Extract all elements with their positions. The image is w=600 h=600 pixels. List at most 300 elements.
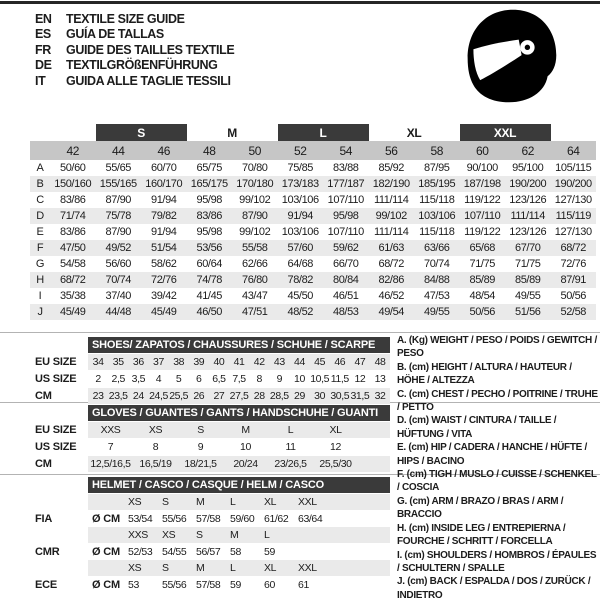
value-cell: 8 (256, 373, 262, 385)
measurement-cell: 46/50 (196, 306, 223, 318)
measurement-cell: 48/53 (332, 306, 359, 318)
language-title: TEXTILGRÖßENFÜHRUNG (66, 58, 218, 73)
helmet-size-cell: S (162, 562, 169, 574)
value-cell: 30 (314, 390, 326, 402)
measurement-cell: 85/89 (514, 274, 541, 286)
helmet-sizes (88, 494, 390, 510)
spacer-cell (30, 141, 50, 160)
helmet-value-cell: 59 (264, 546, 275, 558)
value-cell: 16,5/19 (139, 458, 172, 470)
measurement-cell: 182/190 (372, 178, 410, 190)
measurement-cell: 95/98 (196, 226, 223, 238)
measurement-cell: 177/187 (327, 178, 365, 190)
measurement-cell: 87/91 (560, 274, 587, 286)
language-list (35, 11, 234, 89)
measurement-cell: 49/52 (105, 242, 132, 254)
row-letter: E (36, 226, 44, 238)
measurement-cell: 54/58 (59, 258, 86, 270)
helmet-values (128, 544, 298, 560)
language-row (35, 73, 234, 89)
measurement-cell: 68/72 (59, 274, 86, 286)
measurement-cell: 185/195 (418, 178, 456, 190)
measurement-cell: 70/74 (105, 274, 132, 286)
diameter-unit-label: Ø CM (92, 546, 120, 558)
value-cell: 5 (175, 373, 182, 385)
measurement-row (30, 272, 596, 288)
measurement-cell: 85/92 (378, 162, 405, 174)
helmet-value-cell: 56/57 (196, 546, 221, 558)
value-cell: 32 (374, 390, 386, 402)
legend-item: D. (cm) WAIST / CINTURA / TAILLE / HÜFTUNG / VITA (397, 415, 557, 440)
helmet-size-cell: M (230, 529, 239, 541)
measurement-cell: 75/78 (105, 210, 132, 222)
measurement-cell: 68/72 (378, 258, 405, 270)
row-values (88, 422, 390, 438)
measurement-cell: 65/75 (196, 162, 223, 174)
measurement-cell: 76/80 (241, 274, 268, 286)
measurement-cell: 83/86 (196, 210, 223, 222)
row-label: US SIZE (35, 373, 77, 385)
measurement-row (30, 224, 596, 240)
helmet-size-cell: M (196, 496, 205, 508)
helmet-value-cell: 59/60 (230, 513, 255, 525)
row-letter: G (35, 258, 45, 270)
measurement-cell: 45/50 (287, 290, 314, 302)
language-row (35, 11, 234, 27)
language-title: GUIDE DES TAILLES TEXTILE (66, 42, 235, 57)
measurement-cell: 72/76 (150, 274, 177, 286)
row-letter: A (36, 162, 44, 174)
helmet-value-cell: 57/58 (196, 513, 221, 525)
row-values (88, 388, 390, 404)
measurement-cell: 99/102 (239, 194, 271, 206)
measurement-cell: 103/106 (418, 210, 456, 222)
measurement-row (30, 240, 596, 256)
helmet-size-cell: S (196, 529, 203, 541)
measurement-cell: 91/94 (150, 226, 177, 238)
language-row (35, 58, 234, 74)
language-title: GUÍA DE TALLAS (66, 27, 164, 42)
measurement-cell: 41/45 (196, 290, 223, 302)
value-cell: 12 (330, 441, 341, 453)
value-cell: 26 (193, 390, 205, 402)
value-cell: 12 (354, 373, 366, 385)
measurement-cell: 46/52 (378, 290, 405, 302)
language-code: DE (35, 58, 52, 73)
size-number-cell: 58 (430, 143, 444, 158)
measurement-cell: 50/60 (59, 162, 86, 174)
measurement-cell: 47/51 (241, 306, 268, 318)
helmet-size-cell: S (162, 496, 169, 508)
value-cell: 6,5 (212, 373, 226, 385)
row-letter: H (36, 274, 44, 286)
helmet-sizes (88, 560, 390, 576)
value-cell: 9 (197, 441, 204, 453)
measurement-cell: 173/183 (281, 178, 319, 190)
size-number-cell: 56 (384, 143, 398, 158)
value-cell: 11 (285, 441, 296, 453)
row-letter: D (36, 210, 44, 222)
value-cell: 7 (107, 441, 114, 453)
language-title: TEXTILE SIZE GUIDE (66, 11, 185, 26)
measurement-cell: 68/72 (560, 242, 587, 254)
helmet-size-cell: XL (264, 562, 277, 574)
measurement-cell: 87/90 (105, 226, 132, 238)
value-cell: 45 (314, 356, 326, 368)
standard-label: FIA (35, 513, 53, 525)
value-cell: 9 (276, 373, 283, 385)
shoes-title-bar: SHOES/ ZAPATOS / CHAUSSURES / SCHUHE / SCARPE (88, 337, 390, 353)
measurement-cell: 60/70 (150, 162, 177, 174)
legend-item: I. (cm) SHOULDERS / HOMBROS / ÉPAULES / SCHULTERN / SPALLE (397, 549, 597, 574)
measurement-cell: 107/110 (464, 210, 501, 222)
language-row (35, 42, 234, 58)
measurement-row (30, 288, 596, 304)
measurement-cell: 165/175 (190, 178, 228, 190)
measurement-cell: 75/85 (287, 162, 314, 174)
measurement-cell: 46/51 (332, 290, 359, 302)
row-letter: J (37, 306, 43, 318)
measurement-cell: 160/170 (145, 178, 183, 190)
measurement-cell: 63/66 (423, 242, 450, 254)
helmet-size-cell: L (230, 496, 236, 508)
size-number-cell: 42 (66, 143, 80, 158)
measurement-cell: 59/62 (332, 242, 359, 254)
row-values (88, 354, 390, 370)
value-cell: 40 (213, 356, 225, 368)
size-group-row (30, 124, 596, 141)
helmet-value-cell: 55/56 (162, 579, 187, 591)
value-cell: 13 (374, 373, 386, 385)
value-cell: 29 (294, 390, 305, 402)
row-values (88, 456, 390, 472)
measurement-cell: 66/70 (332, 258, 359, 270)
measurement-cell: 190/200 (554, 178, 592, 190)
measurement-cell: 72/76 (560, 258, 587, 270)
measurement-row (30, 208, 596, 224)
size-number-cell: 60 (475, 143, 489, 158)
measurement-cell: 123/126 (509, 194, 547, 206)
value-cell: 27,5 (229, 390, 249, 402)
measurement-cell: 64/68 (287, 258, 314, 270)
measurement-cell: 48/52 (287, 306, 314, 318)
size-group-label: XXL (460, 124, 551, 141)
value-cell: 47 (354, 356, 366, 368)
value-cell: 24,5 (149, 390, 168, 402)
value-cell: 3,5 (131, 373, 146, 385)
spacer-cell (551, 124, 597, 141)
helmet-size-cell: XL (264, 496, 277, 508)
helmet-size-cell: XXL (298, 496, 317, 508)
value-cell: 46 (334, 356, 346, 368)
value-cell: 38 (173, 356, 185, 368)
diameter-unit-label: Ø CM (92, 579, 120, 591)
measurement-cell: 53/56 (196, 242, 223, 254)
value-cell: 11,5 (330, 373, 349, 385)
row-letter: I (38, 290, 42, 302)
value-cell: 25,5/30 (319, 458, 352, 470)
measurement-row (30, 160, 596, 176)
measurement-cell: 70/74 (423, 258, 450, 270)
value-cell: 30,5 (330, 390, 350, 402)
measurement-cell: 111/114 (373, 194, 409, 206)
value-cell: 36 (132, 356, 144, 368)
value-cell: L (287, 424, 294, 436)
measurement-cell: 67/70 (514, 242, 541, 254)
legend-item: B. (cm) HEIGHT / ALTURA / HAUTEUR / HÖHE / ALTEZZA (397, 361, 572, 387)
measurement-row (30, 192, 596, 208)
size-number-cell: 62 (521, 143, 535, 158)
size-group-label: XL (406, 125, 422, 140)
size-number-cell: 46 (157, 143, 171, 158)
language-code: EN (35, 11, 52, 26)
gloves-title-bar: GLOVES / GUANTES / GANTS / HANDSCHUHE / GUANTI (88, 405, 390, 421)
row-values (88, 371, 390, 387)
value-cell: 31,5 (350, 390, 370, 402)
value-cell: 7,5 (232, 373, 246, 385)
row-letter: C (36, 194, 44, 206)
measurement-cell: 85/89 (469, 274, 496, 286)
row-values (88, 439, 390, 455)
size-number-cell: 44 (111, 143, 125, 158)
value-cell: 24 (132, 390, 144, 402)
helmet-title-bar: HELMET / CASCO / CASQUE / HELM / CASCO (88, 477, 390, 493)
value-cell: 23/26,5 (274, 458, 307, 470)
measurement-cell: 95/98 (196, 194, 223, 206)
spacer-cell (30, 124, 50, 141)
value-cell: 23 (92, 390, 104, 402)
measurement-cell: 107/110 (327, 226, 364, 238)
measurement-cell: 127/130 (554, 226, 592, 238)
language-code: IT (35, 73, 46, 88)
legend-item: J. (cm) BACK / ESPALDA / DOS / ZURÜCK / INDIETRO (397, 576, 591, 600)
measurement-cell: 45/49 (59, 306, 86, 318)
measurement-cell: 45/49 (150, 306, 177, 318)
legend-item: E. (cm) HIP / CADERA / HANCHE / HÜFTE / HIPS / BACINO (397, 442, 587, 467)
value-cell: 39 (193, 356, 205, 368)
measurement-row (30, 256, 596, 272)
measurement-cell: 79/82 (150, 210, 177, 222)
helmet-value-cell: 61/62 (264, 513, 289, 525)
measurement-cell: 127/130 (554, 194, 592, 206)
measurement-cell: 107/110 (327, 194, 364, 206)
helmet-value-cell: 52/53 (128, 546, 153, 558)
measurement-cell: 56/60 (105, 258, 132, 270)
row-label: CM (35, 458, 52, 470)
value-cell: XXS (100, 424, 121, 436)
measurement-cell: 44/48 (105, 306, 132, 318)
measurement-cell: 170/180 (236, 178, 274, 190)
value-cell: 28,5 (269, 390, 289, 402)
measurement-cell: 115/119 (555, 210, 591, 222)
size-number-cell: 54 (339, 143, 353, 158)
helmet-value-cell: 53 (128, 579, 139, 591)
measurement-cell: 62/66 (241, 258, 268, 270)
helmet-size-cell: L (264, 529, 270, 541)
helmet-sizes (88, 527, 390, 543)
row-label: US SIZE (35, 441, 77, 453)
value-cell: 2,5 (111, 373, 125, 385)
size-group-label: L (278, 124, 369, 141)
helmet-value-cell: 53/54 (128, 513, 153, 525)
value-cell: 10 (240, 441, 251, 453)
value-cell: 6 (196, 373, 202, 385)
value-cell: 35 (112, 356, 124, 368)
measurement-cell: 115/118 (419, 226, 455, 238)
legend-item: G. (cm) ARM / BRAZO / BRAS / ARM / BRACCIO (397, 495, 564, 521)
measurement-cell: 111/114 (373, 226, 409, 238)
measurement-cell: 119/122 (464, 226, 501, 238)
measurement-cell: 43/47 (241, 290, 268, 302)
measurement-cell: 39/42 (150, 290, 177, 302)
measurement-cell: 49/55 (514, 290, 541, 302)
value-cell: XL (329, 424, 342, 436)
standard-label: CMR (35, 546, 60, 558)
measurement-cell: 49/54 (378, 306, 405, 318)
section-divider (0, 332, 600, 333)
measurement-cell: 51/56 (514, 306, 541, 318)
helmet-size-cell: XXS (128, 529, 148, 541)
measurement-cell: 83/86 (59, 194, 86, 206)
legend-item: A. (Kg) WEIGHT / PESO / POIDS / GEWITCH / PESO (397, 335, 597, 360)
helmet-size-cell: XXL (298, 562, 317, 574)
measurement-cell: 123/126 (509, 226, 547, 238)
helmet-value-cell: 61 (298, 579, 309, 591)
value-cell: XS (148, 424, 163, 436)
measurement-cell: 47/50 (59, 242, 86, 254)
value-cell: 28 (253, 390, 265, 402)
value-cell: 4 (155, 373, 162, 385)
measurement-cell: 187/198 (463, 178, 501, 190)
measurement-cell: 87/90 (105, 194, 132, 206)
measurement-cell: 155/165 (99, 178, 137, 190)
size-number-cell: 48 (202, 143, 216, 158)
measurement-cell: 84/88 (423, 274, 450, 286)
value-cell: 43 (273, 356, 285, 368)
measurement-cell: 71/74 (59, 210, 86, 222)
measurement-cell: 58/62 (150, 258, 177, 270)
measurement-cell: 103/106 (281, 194, 319, 206)
measurement-row (30, 176, 596, 192)
measurement-cell: 65/68 (469, 242, 496, 254)
size-group-label: M (227, 125, 237, 140)
value-cell: 27 (213, 390, 225, 402)
value-cell: 20/24 (233, 458, 258, 470)
helmet-value-cell: 54/55 (162, 546, 187, 558)
measurement-cell: 35/38 (59, 290, 86, 302)
spacer-cell (50, 124, 96, 141)
measurement-cell: 37/40 (105, 290, 132, 302)
helmet-size-cell: XS (162, 529, 176, 541)
measurement-cell: 60/64 (196, 258, 223, 270)
value-cell: 10,5 (310, 373, 330, 385)
row-label: CM (35, 390, 52, 402)
helmet-size-cell: L (230, 562, 236, 574)
legend-item: F. (cm) TIGH / MUSLO / CUISSE / SCHENKEL / COSCIA (397, 469, 597, 494)
helmet-values (128, 511, 332, 527)
measurement-cell: 61/63 (378, 242, 405, 254)
measurement-cell: 74/78 (196, 274, 223, 286)
measurement-cell: 55/65 (105, 162, 132, 174)
measurement-cell: 82/86 (378, 274, 405, 286)
row-letter: F (36, 242, 44, 254)
size-group-label: S (96, 124, 187, 141)
value-cell: 41 (233, 356, 245, 368)
numeric-size-row (30, 141, 596, 160)
measurement-cell: 91/94 (150, 194, 177, 206)
value-cell: 48 (374, 356, 386, 368)
diameter-unit-label: Ø CM (92, 513, 120, 525)
value-cell: 2 (95, 373, 101, 385)
value-cell: 18/21,5 (184, 458, 217, 470)
size-number-cell: 50 (248, 143, 262, 158)
helmet-value-cell: 58 (230, 546, 241, 558)
measurement-cell: 190/200 (509, 178, 547, 190)
measurement-cell: 91/94 (287, 210, 314, 222)
helmet-logo-icon (452, 4, 570, 110)
value-cell: 25,5 (169, 390, 189, 402)
helmet-value-cell: 63/64 (298, 513, 323, 525)
measurement-cell: 87/90 (241, 210, 268, 222)
textile-size-table (30, 124, 596, 320)
row-label: EU SIZE (35, 356, 77, 368)
measurement-cell: 71/75 (469, 258, 496, 270)
measurement-cell: 111/114 (510, 210, 545, 222)
measurement-cell: 99/102 (375, 210, 407, 222)
helmet-size-cell: XS (128, 496, 142, 508)
measurement-cell: 103/106 (281, 226, 319, 238)
measurement-cell: 71/75 (514, 258, 541, 270)
measurement-cell: 70/80 (241, 162, 268, 174)
measurement-cell: 50/56 (469, 306, 496, 318)
row-letter: B (36, 178, 44, 190)
value-cell: 42 (253, 356, 265, 368)
value-cell: 12,5/16,5 (90, 458, 131, 470)
measurement-legend (397, 334, 599, 600)
measurement-cell: 55/58 (241, 242, 268, 254)
measurement-cell: 51/54 (150, 242, 177, 254)
value-cell: M (241, 424, 250, 436)
helmet-size-cell: XS (128, 562, 142, 574)
measurement-cell: 83/88 (332, 162, 359, 174)
value-cell: 23,5 (108, 390, 128, 402)
standard-label: ECE (35, 579, 58, 591)
value-cell: 34 (92, 356, 104, 368)
helmet-value-cell: 59 (230, 579, 241, 591)
value-cell: 10 (294, 373, 305, 385)
measurement-cell: 99/102 (239, 226, 271, 238)
measurement-cell: 83/86 (59, 226, 86, 238)
helmet-value-cell: 57/58 (196, 579, 221, 591)
measurement-row (30, 304, 596, 320)
measurement-cell: 90/100 (466, 162, 498, 174)
legend-item: C. (cm) CHEST / PECHO / POITRINE / TRUHE / PETTO (397, 388, 598, 414)
helmet-size-cell: M (196, 562, 205, 574)
measurement-cell: 49/55 (423, 306, 450, 318)
language-row (35, 27, 234, 43)
row-label: EU SIZE (35, 424, 77, 436)
measurement-cell: 50/56 (560, 290, 587, 302)
size-number-cell: 64 (566, 143, 580, 158)
language-title: GUIDA ALLE TAGLIE TESSILI (66, 73, 231, 88)
measurement-cell: 119/122 (464, 194, 501, 206)
value-cell: S (197, 424, 204, 436)
measurement-cell: 47/53 (423, 290, 450, 302)
measurement-cell: 87/95 (423, 162, 450, 174)
measurement-cell: 105/115 (555, 162, 592, 174)
legend-item: H. (cm) INSIDE LEG / ENTREPIERNA / FOURCHE / SCHRITT / FORCELLA (397, 522, 566, 548)
measurement-cell: 48/54 (469, 290, 496, 302)
